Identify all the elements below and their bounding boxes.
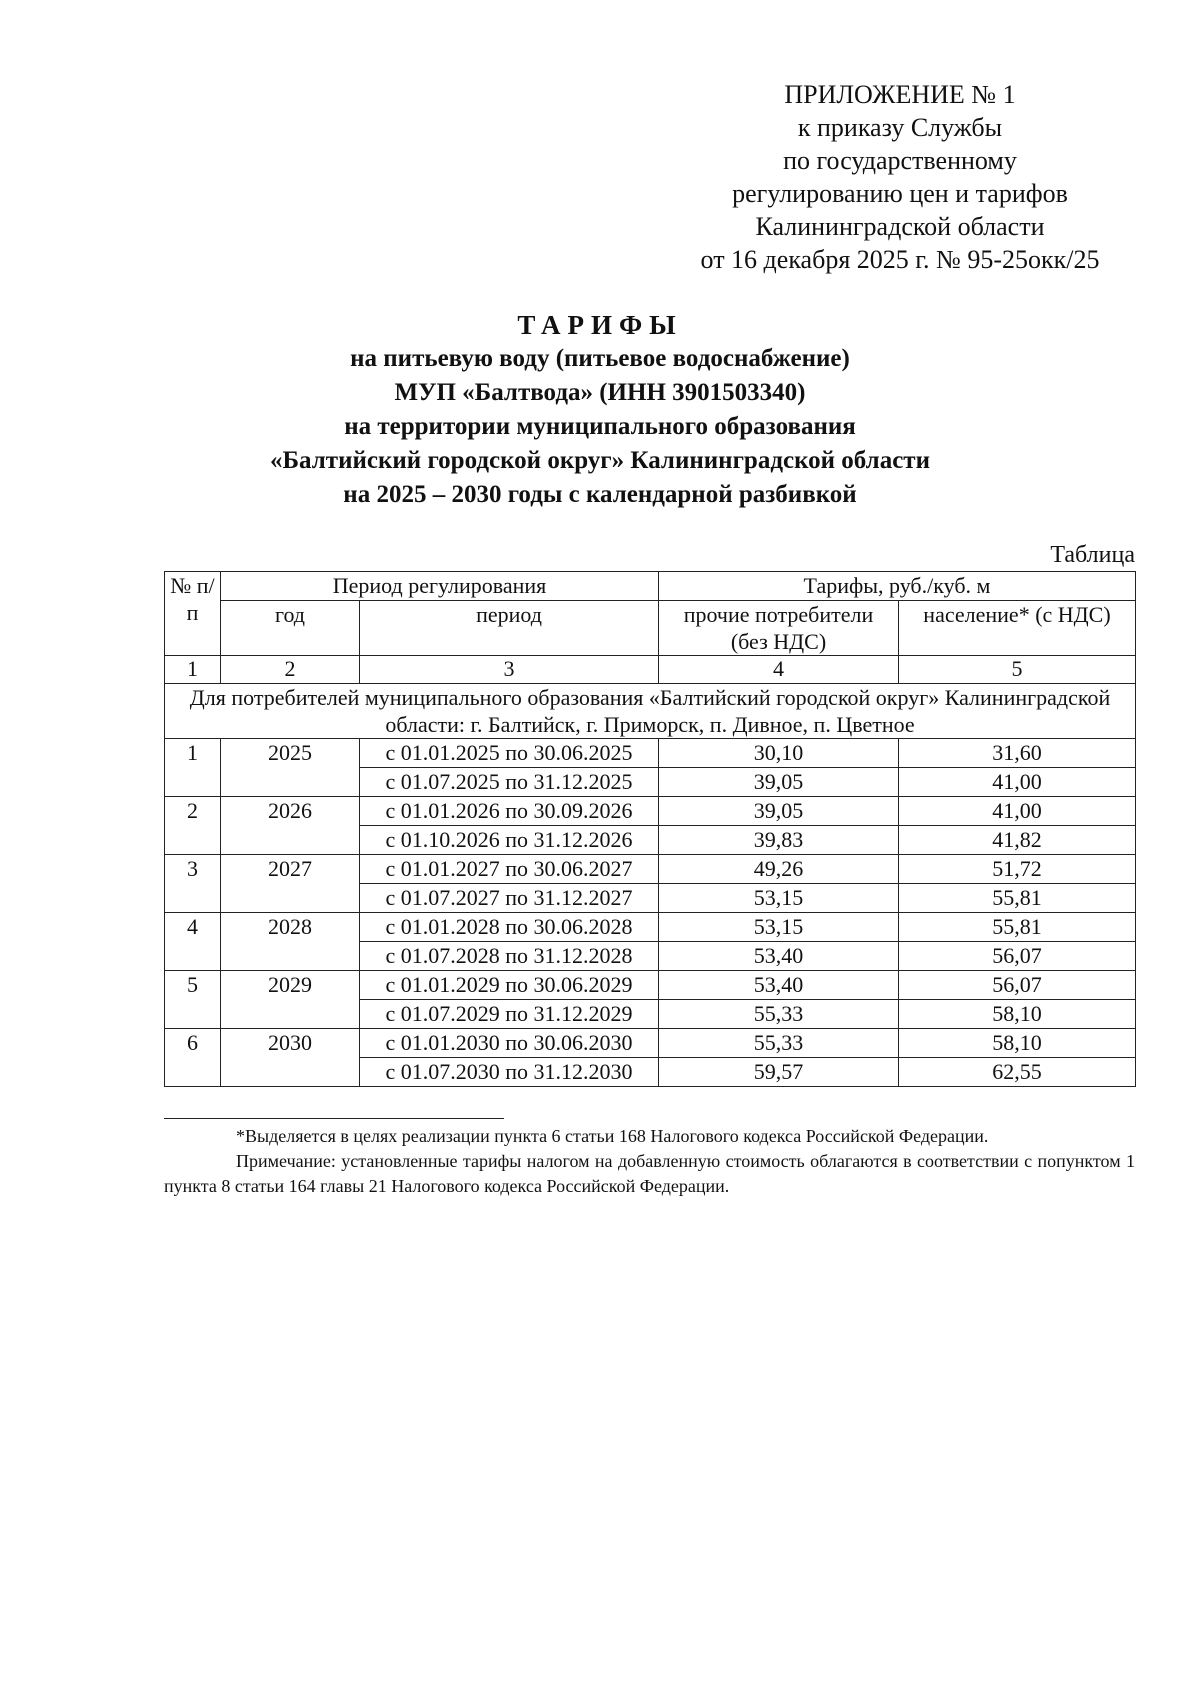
- table-row: [165, 971, 1136, 1000]
- table-row: [165, 855, 1136, 884]
- row-tariff-population: 51,72: [899, 855, 1136, 884]
- row-period: с 01.01.2030 по 30.06.2030: [360, 1029, 659, 1058]
- row-period: с 01.07.2029 по 31.12.2029: [360, 1000, 659, 1029]
- tariffs-table: [164, 571, 1136, 1087]
- row-number: 6: [165, 1029, 221, 1087]
- row-tariff-population: 55,81: [899, 884, 1136, 913]
- header-tariffs-group: Тарифы, руб./куб. м: [659, 572, 1136, 601]
- row-tariff-population: 41,00: [899, 768, 1136, 797]
- row-tariff-population: 55,81: [899, 913, 1136, 942]
- appendix-header: [665, 78, 1135, 276]
- header-population: население* (с НДС): [899, 601, 1136, 656]
- header-row: [165, 601, 1136, 656]
- row-tariff-other: 55,33: [659, 1000, 899, 1029]
- row-number: 3: [165, 855, 221, 913]
- remark-footnote: Примечание: установленные тарифы налогом на добавленную стоимость облагаются в соответствии с попунктом 1 пункта 8 статьи 164 главы 21 Налогового кодекса Российской Федерации.: [164, 1151, 1135, 1196]
- table-caption: Таблица: [1050, 542, 1135, 568]
- row-year: 2030: [221, 1029, 360, 1087]
- row-number: 2: [165, 797, 221, 855]
- group-row: [165, 684, 1136, 739]
- appendix-line: от 16 декабря 2025 г. № 95-25окк/25: [700, 245, 1100, 274]
- row-period: с 01.10.2026 по 31.12.2026: [360, 826, 659, 855]
- table-row: [165, 797, 1136, 826]
- row-tariff-other: 53,15: [659, 913, 899, 942]
- row-number: 1: [165, 739, 221, 797]
- column-number-row: [165, 656, 1136, 684]
- row-tariff-population: 56,07: [899, 942, 1136, 971]
- row-year: 2029: [221, 971, 360, 1029]
- header-period-group: Период регулирования: [221, 572, 659, 601]
- table-row: [165, 739, 1136, 768]
- row-year: 2025: [221, 739, 360, 797]
- row-tariff-other: 53,40: [659, 971, 899, 1000]
- row-tariff-other: 39,05: [659, 768, 899, 797]
- column-number: 5: [899, 656, 1136, 684]
- table-row: [165, 913, 1136, 942]
- header-num: № п/п: [165, 572, 221, 656]
- document-title: [0, 308, 1200, 512]
- row-year: 2028: [221, 913, 360, 971]
- row-period: с 01.01.2026 по 30.09.2026: [360, 797, 659, 826]
- row-number: 5: [165, 971, 221, 1029]
- row-period: с 01.07.2028 по 31.12.2028: [360, 942, 659, 971]
- row-tariff-population: 41,00: [899, 797, 1136, 826]
- row-tariff-population: 58,10: [899, 1000, 1136, 1029]
- row-period: с 01.07.2030 по 31.12.2030: [360, 1058, 659, 1087]
- row-tariff-other: 39,83: [659, 826, 899, 855]
- table-row: [165, 1029, 1136, 1058]
- row-tariff-population: 41,82: [899, 826, 1136, 855]
- title-line: на 2025 – 2030 годы с календарной разбивкой: [343, 481, 857, 508]
- row-period: с 01.07.2025 по 31.12.2025: [360, 768, 659, 797]
- row-tariff-other: 53,40: [659, 942, 899, 971]
- title-line: на питьевую воду (питьевое водоснабжение): [350, 345, 850, 372]
- row-number: 4: [165, 913, 221, 971]
- header-period: период: [360, 601, 659, 656]
- row-period: с 01.07.2027 по 31.12.2027: [360, 884, 659, 913]
- appendix-line: регулированию цен и тарифов: [732, 179, 1068, 208]
- header-other-consumers: прочие потребители (без НДС): [659, 601, 899, 656]
- appendix-line: ПРИЛОЖЕНИЕ № 1: [784, 80, 1016, 109]
- row-tariff-other: 39,05: [659, 797, 899, 826]
- header-year: год: [221, 601, 360, 656]
- row-tariff-other: 49,26: [659, 855, 899, 884]
- footnote-divider: [164, 1118, 504, 1119]
- row-tariff-population: 31,60: [899, 739, 1136, 768]
- title-line: МУП «Балтвода» (ИНН 3901503340): [394, 379, 806, 406]
- column-number: 2: [221, 656, 360, 684]
- row-tariff-other: 30,10: [659, 739, 899, 768]
- title-line: «Балтийский городской округ» Калининградской области: [270, 447, 930, 474]
- row-period: с 01.01.2027 по 30.06.2027: [360, 855, 659, 884]
- row-tariff-other: 55,33: [659, 1029, 899, 1058]
- footnotes: [164, 1124, 1135, 1199]
- title-line: на территории муниципального образования: [344, 413, 856, 440]
- group-label: Для потребителей муниципального образования «Балтийский городской округ» Калининградской области: г. Балтийск, г. Приморск, п. Дивное, п. Цветное: [165, 684, 1136, 739]
- appendix-line: к приказу Службы: [797, 113, 1003, 142]
- row-period: с 01.01.2029 по 30.06.2029: [360, 971, 659, 1000]
- row-year: 2027: [221, 855, 360, 913]
- row-year: 2026: [221, 797, 360, 855]
- column-number: 1: [165, 656, 221, 684]
- row-tariff-population: 56,07: [899, 971, 1136, 1000]
- column-number: 3: [360, 656, 659, 684]
- header-row: [165, 572, 1136, 601]
- row-tariff-population: 58,10: [899, 1029, 1136, 1058]
- row-tariff-other: 59,57: [659, 1058, 899, 1087]
- vat-footnote: *Выделяется в целях реализации пункта 6 статьи 168 Налогового кодекса Российской Федерации.: [236, 1126, 989, 1146]
- appendix-line: по государственному: [783, 146, 1017, 175]
- appendix-line: Калининградской области: [755, 212, 1045, 241]
- column-number: 4: [659, 656, 899, 684]
- row-tariff-other: 53,15: [659, 884, 899, 913]
- row-period: с 01.01.2025 по 30.06.2025: [360, 739, 659, 768]
- row-period: с 01.01.2028 по 30.06.2028: [360, 913, 659, 942]
- title-main: ТАРИФЫ: [517, 310, 683, 340]
- row-tariff-population: 62,55: [899, 1058, 1136, 1087]
